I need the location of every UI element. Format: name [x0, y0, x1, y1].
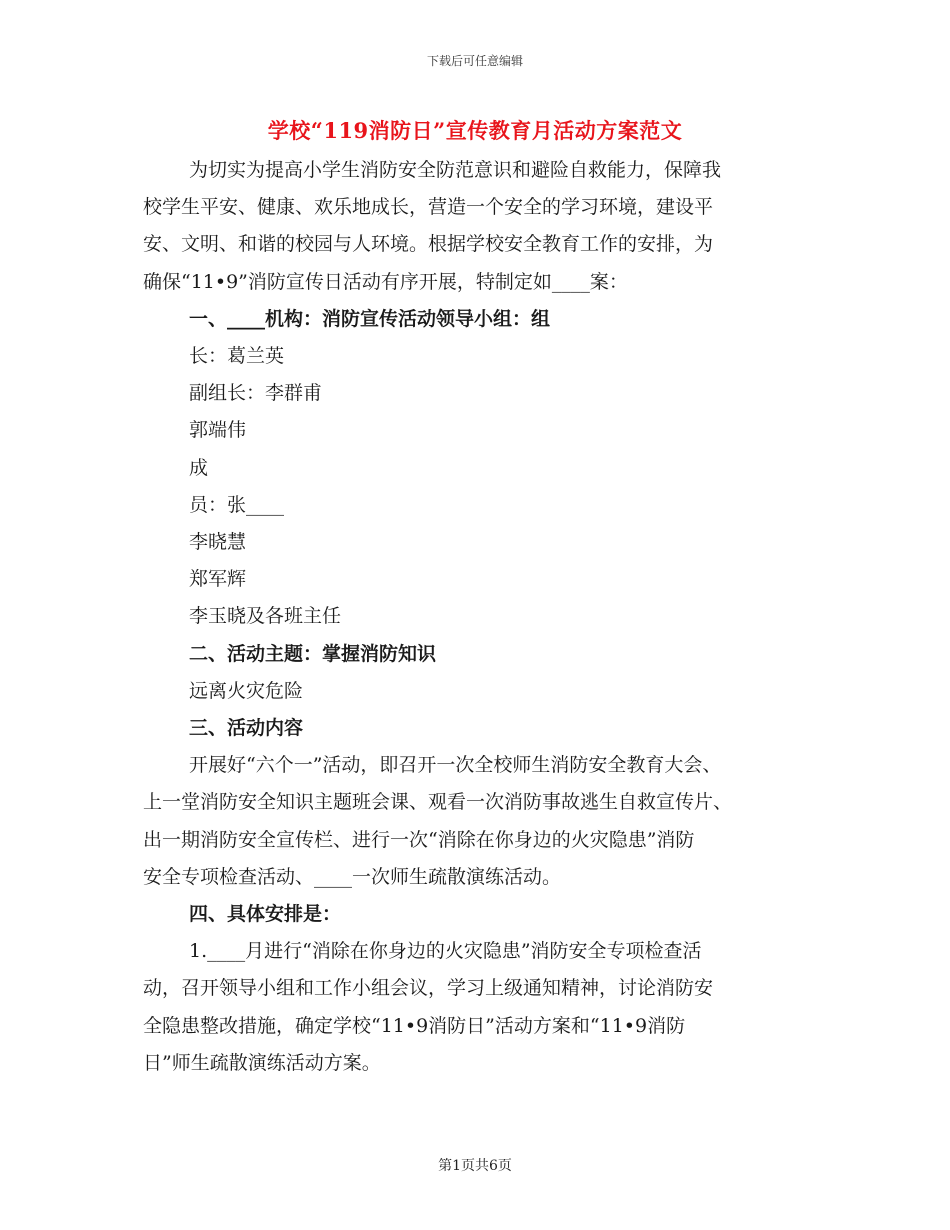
section1-line: 郭端伟 [189, 419, 247, 442]
section1-line: 成 [189, 456, 209, 479]
section1-line: 员：张____ [189, 493, 285, 516]
document-body [143, 152, 811, 1082]
intro-line: 校学生平安、健康、欢乐地成长，营造一个安全的学习环境，建设平 [143, 196, 714, 219]
section1-line: 李晓慧 [189, 531, 247, 554]
section3-line: 上一堂消防安全知识主题班会课、观看一次消防事故逃生自救宣传片、 [143, 791, 733, 814]
section3-heading: 三、活动内容 [189, 717, 304, 740]
section4-line: 全隐患整改措施，确定学校“11•9消防日”活动方案和“11•9消防 [143, 1014, 686, 1037]
intro-line: 确保“11•9”消防宣传日活动有序开展，特制定如____案： [143, 270, 628, 293]
page-footer: 第1页共6页 [438, 1158, 512, 1174]
section1-line: 李玉晓及各班主任 [189, 605, 342, 628]
page-header: 下载后可任意编辑 [426, 54, 523, 68]
section2-heading: 二、活动主题：掌握消防知识 [189, 642, 437, 665]
section1-heading: 一、____机构：消防宣传活动领导小组：组 [189, 307, 551, 330]
section3-line: 安全专项检查活动、____一次师生疏散演练活动。 [143, 865, 562, 888]
document-title: 学校“119消防日”宣传教育月活动方案范文 [267, 118, 683, 143]
section4-line: 动，召开领导小组和工作小组会议，学习上级通知精神，讨论消防安 [143, 977, 714, 1000]
section1-line: 郑军辉 [189, 568, 247, 591]
section3-line: 出一期消防安全宣传栏、进行一次“消除在你身边的火灾隐患”消防 [143, 828, 695, 851]
section4-heading: 四、具体安排是： [189, 903, 342, 926]
intro-line: 为切实为提高小学生消防安全防范意识和避险自救能力，保障我 [189, 159, 722, 181]
section1-line: 长：葛兰英 [189, 345, 285, 368]
section3-line: 开展好“六个一”活动，即召开一次全校师生消防安全教育大会、 [189, 754, 722, 777]
section4-line: 1.____月进行“消除在你身边的火灾隐患”消防安全专项检查活 [189, 940, 702, 963]
section2-line: 远离火灾危险 [189, 679, 304, 702]
intro-line: 安、文明、和谐的校园与人环境。根据学校安全教育工作的安排，为 [143, 233, 714, 256]
section1-line: 副组长：李群甫 [189, 382, 323, 405]
section4-line: 日”师生疏散演练活动方案。 [143, 1051, 381, 1074]
